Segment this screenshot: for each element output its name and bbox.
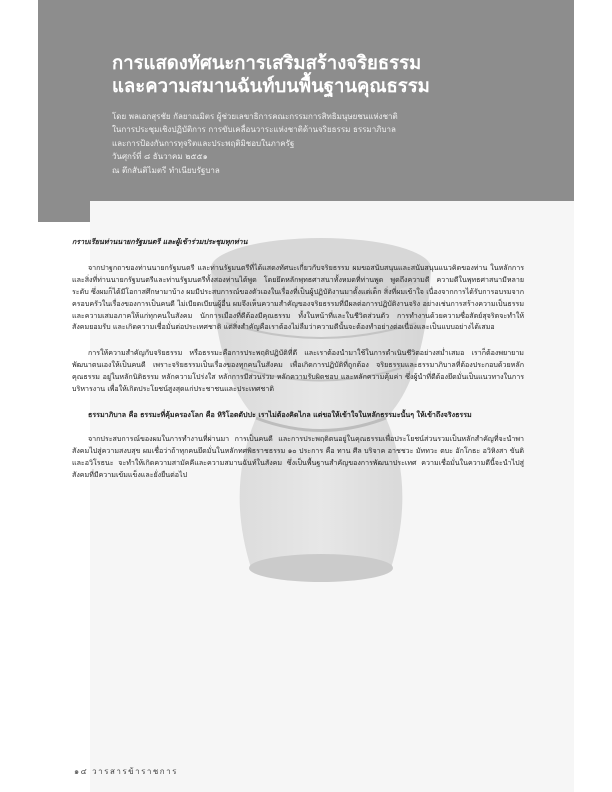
page-footer: ๑๔ วารสารข้าราชการ	[74, 767, 178, 776]
paragraph: การให้ความสำคัญกับจริยธรรม หรือธรรมะคือการประพฤติปฏิบัติที่ดี และเราต้องนำมาใช้ในการดำเนินชีวิตอย่างสม่ำเสมอ เราก็ต้องพยายามพัฒนาตนเองให้เป็นคนดี เพราะจริยธรรมเป็นเรื่องของทุกคนในสังคม เพื่อเกิดการปฏิบัติที่ถูกต้อง จริยธรรมและธรรมาภิบาลที่ต้องประกอบด้วยหลักคุณธรรม อยู่ในหลักนิติธรรม หลักความโปร่งใส หลักการมีส่วนร่วม หลักความรับผิดชอบ และหลักความคุ้มค่า ซึ่งผู้นำที่ดีต้องยึดมั่นเป็นแนวทางในการบริหารงาน เพื่อให้เกิดประโยชน์สูงสุดแก่ประชาชนและประเทศชาติ	[72, 348, 524, 394]
paragraph: จากปาฐกถาของท่านนายกรัฐมนตรี และท่านรัฐมนตรีที่ได้แสดงทัศนะเกี่ยวกับจริยธรรม ผมขอสนับสนุนและสนับสนุนแนวคิดของท่าน ในหลักการและสิ่งที่ท่านนายกรัฐมนตรีและท่านรัฐมนตรีทั้งสองท่านได้พูด โดยยึดหลักพุทธศาสนาทั้งหมดที่ท่านพูด พูดถึงความดี ความดีในพุทธศาสนามีหลายระดับ ซึ่งผมก็ได้มีโอกาสศึกษามาบ้าง ผมมีประสบการณ์ของตัวเองในเรื่องที่เป็นผู้ปฏิบัติงานมาตั้งแต่เด็ก สิ่งที่ผมเข้าใจ เนื่องจากการได้รับการอบรมจากครอบครัวในเรื่องของการเป็นคนดี ไม่เบียดเบียนผู้อื่น ผมจึงเห็นความสำคัญของจริยธรรมที่มีผลต่อการปฏิบัติงานจริง อย่างเช่นการสร้างความเป็นธรรมและความเสมอภาคให้แก่ทุกคนในสังคม นักการเมืองที่ดีต้องมีคุณธรรม ทั้งในหน้าที่และในชีวิตส่วนตัว การทำงานด้วยความซื่อสัตย์สุจริตจะทำให้สังคมยอมรับ และเกิดความเชื่อมั่นต่อประเทศชาติ แต่สิ่งสำคัญคือเราต้องไม่ลืมว่าความดีนั้นจะต้องทำอย่างต่อเนื่องและเป็นแบบอย่างได้เสมอ	[72, 262, 524, 332]
title-line: การแสดงทัศนะการเสริมสร้างจริยธรรม	[112, 53, 422, 74]
meta-line: วันศุกร์ที่ ๘ ธันวาคม ๒๕๕๑	[112, 152, 208, 162]
article-content	[72, 236, 524, 495]
section-heading: ธรรมาภิบาล คือ ธรรมะที่คุ้มครองโลก คือ หิริโอตตัปปะ เราไม่ต้องคิดไกล แต่ขอให้เข้าใจในหลักธรรมะนั้นๆ ให้เข้าถึงจริงธรรม	[88, 409, 472, 419]
meta-line: โดย พลเอกสุรชัย กัลยาณมิตร ผู้ช่วยเลขาธิการคณะกรรมการสิทธิมนุษยชนแห่งชาติ	[112, 112, 398, 121]
salutation: กราบเรียนท่านนายกรัฐมนตรี และผู้เข้าร่วมประชุมทุกท่าน	[72, 237, 248, 246]
article-title	[112, 52, 552, 98]
article-meta	[112, 110, 552, 177]
meta-line: ณ ตึกสันติไมตรี ทำเนียบรัฐบาล	[112, 165, 220, 175]
article-header	[38, 0, 574, 222]
title-line: และความสมานฉันท์บนพื้นฐานคุณธรรม	[112, 76, 430, 97]
meta-line: และการป้องกันการทุจริตและประพฤติมิชอบในภาครัฐ	[112, 138, 295, 148]
paragraph: จากประสบการณ์ของผมในการทำงานที่ผ่านมา การเป็นคนดี และการประพฤติตนอยู่ในคุณธรรมเพื่อประโยชน์ส่วนรวมเป็นหลักสำคัญที่จะนำพาสังคมไปสู่ความสงบสุข ผมเชื่อว่าถ้าทุกคนยึดมั่นในหลักทศพิธราชธรรม ๑๐ ประการ คือ ทาน ศีล บริจาค อาชชวะ มัททวะ ตบะ อักโกธะ อวิหิงสา ขันติ และอวิโรธนะ จะทำให้เกิดความสามัคคีและความสมานฉันท์ในสังคม ซึ่งเป็นพื้นฐานสำคัญของการพัฒนาประเทศ ความเชื่อมั่นในความดีนี้จะนำไปสู่สังคมที่มีความเข้มแข็งและยั่งยืนต่อไป	[72, 433, 524, 479]
meta-line: ในการประชุมเชิงปฏิบัติการ การขับเคลื่อนวาระแห่งชาติด้านจริยธรรม ธรรมาภิบาล	[112, 125, 396, 135]
